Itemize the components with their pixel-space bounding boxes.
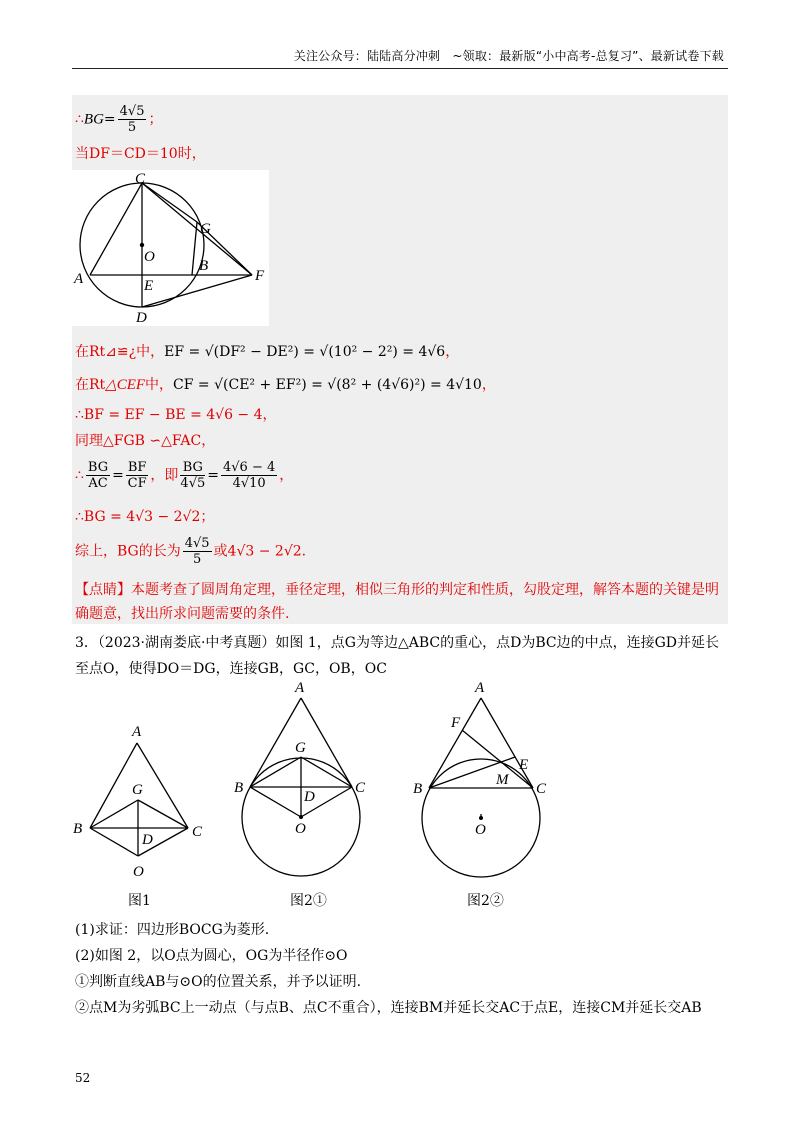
figure-2a	[228, 680, 383, 880]
fraction-denominator: 4√10	[232, 476, 266, 491]
question-2: (2)如图 2，以O点为圆心，OG为半径作⊙O	[75, 948, 348, 964]
label-o: O	[144, 249, 155, 265]
text-rt: 在Rt	[75, 344, 106, 360]
solution-line-9	[75, 536, 306, 567]
fig1-label-o: O	[133, 864, 144, 880]
solution-line-5: ∴BF = EF − BE = 4√6 − 4，	[75, 407, 277, 423]
fraction-denominator: 4√5	[180, 476, 206, 491]
label-e: E	[144, 278, 154, 294]
formula-ef: EF = √(DF² − DE²) = √(10² − 2²) = 4√6	[164, 344, 446, 360]
fraction-numerator: BG	[180, 460, 205, 476]
therefore-symbol: ∴	[75, 111, 84, 128]
formula-cf: CF = √(CE² + EF²) = √(8² + (4√6)²) = 4√10	[173, 377, 482, 393]
fraction	[183, 536, 212, 567]
solution-line-3	[75, 343, 459, 361]
page-number: 52	[75, 1071, 91, 1085]
fraction-numerator: BG	[87, 460, 109, 475]
fraction-denominator: 5	[127, 120, 137, 135]
label-b: B	[199, 258, 209, 274]
punct: ，	[445, 344, 460, 360]
fig1-caption: 图1	[128, 893, 151, 909]
fig2a-label-o: O	[295, 821, 306, 837]
fig2a-label-g: G	[295, 740, 306, 756]
fraction	[86, 460, 110, 491]
fig1-label-c: C	[192, 824, 203, 840]
fig2b-label-c: C	[536, 781, 547, 797]
text-answer-end: 或4√3 − 2√2.	[213, 543, 307, 560]
fig2b-caption: 图2②	[467, 893, 504, 909]
fig2b-label-a: A	[475, 680, 485, 696]
question-1: (1)求证：四边形BOCG为菱形.	[75, 922, 270, 938]
text-rt: 在Rt	[75, 377, 106, 393]
fraction-numerator: BF	[127, 460, 147, 475]
problem-line-2: 至点O，使得DO＝DG，连接GB，GC，OB，OC	[75, 661, 387, 677]
fraction	[180, 460, 205, 491]
fig1-label-g: G	[132, 782, 143, 798]
var-bg: BG	[83, 111, 104, 128]
punct: ，	[279, 467, 294, 484]
fig1-label-d: D	[142, 832, 153, 848]
comment-line-2: 确题意，找出所求问题需要的条件.	[75, 606, 290, 622]
fig1-label-a: A	[132, 724, 142, 740]
text-zhong: 中，	[145, 377, 174, 393]
fraction	[221, 460, 277, 491]
fig2b-label-o: O	[475, 822, 486, 838]
fraction-numerator: 4√6 − 4	[222, 460, 276, 475]
fraction-denominator: CF	[127, 476, 147, 491]
header-rule	[72, 68, 728, 69]
fraction-denominator: AC	[88, 476, 108, 491]
solution-line-1	[75, 104, 162, 135]
page-header: 关注公众号：陆陆高分冲刺 ~领取：最新版“小中高考-总复习”、最新试卷下载	[293, 49, 724, 63]
solution-line-4	[75, 376, 496, 394]
fraction-numerator: 4√5	[184, 536, 210, 551]
text-ji: ，即	[150, 467, 179, 484]
fig2b-label-b: B	[413, 781, 423, 797]
question-2a: ①判断直线AB与⊙O的位置关系，并予以证明.	[75, 974, 362, 990]
comment-line-1	[75, 581, 719, 599]
fig2b-label-e: E	[519, 757, 529, 773]
comment-label: 【点睛】	[75, 582, 131, 598]
fig2b-label-m: M	[496, 772, 509, 788]
problem-line-1: 3．（2023·湖南娄底·中考真题）如图 1，点G为等边△ABC的重心，点D为BC边的中点，连接GD并延长	[75, 635, 720, 651]
triangle-name: △CEF	[105, 377, 146, 393]
label-g: G	[200, 221, 211, 237]
text-zhong: 中，	[136, 344, 165, 360]
fig2a-label-d: D	[304, 789, 315, 805]
equals: =	[103, 111, 116, 128]
solution-line-8: ∴BG = 4√3 − 2√2；	[75, 509, 215, 525]
figure-2b	[405, 680, 565, 880]
punct: ；	[148, 111, 163, 128]
comment-text: 本题考查了圆周角定理，垂径定理，相似三角形的判定和性质，勾股定理，解答本题的关键是明	[131, 582, 719, 598]
question-2b: ②点M为劣弧BC上一动点（与点B、点C不重合），连接BM并延长交AC于点E，连接CM并延长交AB	[75, 1000, 702, 1016]
fig2a-label-c: C	[355, 780, 366, 796]
label-c: C	[135, 171, 146, 187]
fraction-denominator: 5	[193, 552, 202, 567]
figure-1	[70, 718, 210, 883]
triangle-name: ⊿≌¿	[105, 344, 137, 360]
solution-line-2: 当DF＝CD＝10时，	[75, 146, 206, 162]
therefore-symbol: ∴	[75, 467, 84, 484]
text-summary: 综上，BG的长为	[75, 543, 181, 560]
label-d: D	[136, 310, 147, 326]
fraction	[118, 104, 147, 135]
fig2a-caption: 图2①	[290, 893, 327, 909]
fraction	[126, 460, 149, 491]
fig2b-label-f: F	[451, 715, 461, 731]
label-f: F	[255, 268, 265, 284]
solution-line-6: 同理△FGB ∽△FAC，	[75, 433, 216, 449]
fig1-label-b: B	[73, 821, 83, 837]
fraction-numerator: 4√5	[119, 104, 145, 119]
punct: ，	[481, 377, 496, 393]
solution-line-7: ∴ $\frac{BG}{AC}$ = $\frac{BF}{CF}$ ，即 $\frac{BG}{4√5}$ = $\frac{4√6 - 4}{4√10}$ ，	[75, 460, 294, 491]
label-a: A	[74, 271, 84, 287]
fig2a-label-b: B	[234, 780, 244, 796]
fig2a-label-a: A	[295, 680, 305, 696]
figure-circle-tangent	[72, 170, 272, 326]
